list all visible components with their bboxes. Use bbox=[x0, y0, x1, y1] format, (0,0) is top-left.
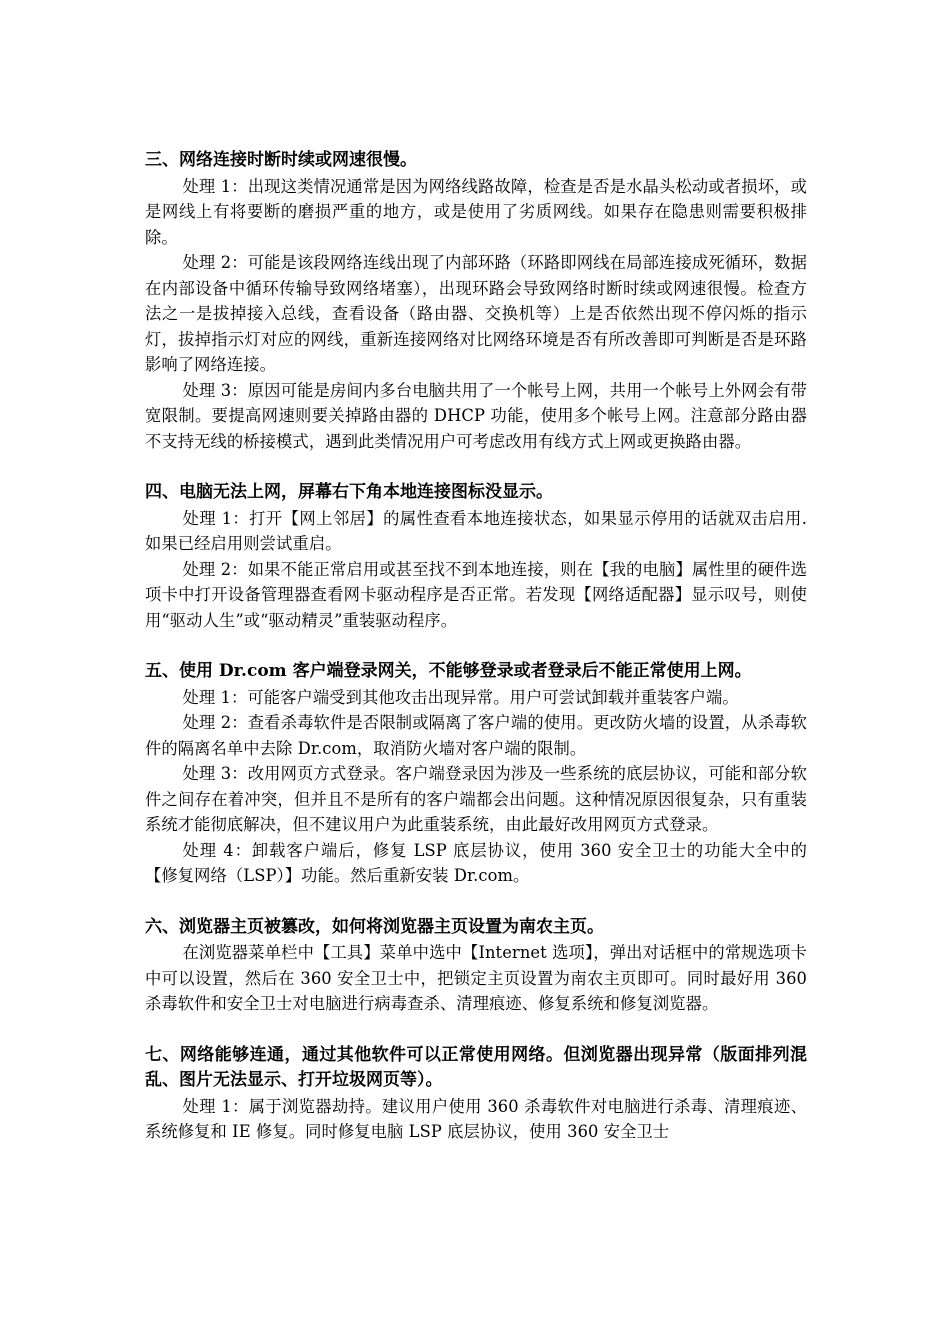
section-heading: 四、电脑无法上网，屏幕右下角本地连接图标没显示。 bbox=[145, 482, 553, 502]
section-heading: 七、网络能够连通，通过其他软件可以正常使用网络。但浏览器出现异常（版面排列混乱、图片无法显示、打开垃圾网页等）。 bbox=[145, 1044, 807, 1090]
section-4 bbox=[145, 480, 807, 633]
section-3 bbox=[145, 148, 807, 454]
paragraph: 处理 1：打开【网上邻居】的属性查看本地连接状态，如果显示停用的话就双击启用.如果已经启用则尝试重启。 bbox=[145, 508, 807, 553]
paragraph: 处理 1：属于浏览器劫持。建议用户使用 360 杀毒软件对电脑进行杀毒、清理痕迹、系统修复和 IE 修复。同时修复电脑 LSP 底层协议，使用 360 安全卫士 bbox=[145, 1096, 807, 1141]
paragraph: 处理 1：出现这类情况通常是因为网络线路故障，检查是否是水晶头松动或者损坏，或是网线上有将要断的磨损严重的地方，或是使用了劣质网线。如果存在隐患则需要积极排除。 bbox=[145, 176, 807, 247]
paragraph: 处理 3：原因可能是房间内多台电脑共用了一个帐号上网，共用一个帐号上外网会有带宽限制。要提高网速则要关掉路由器的 DHCP 功能，使用多个帐号上网。注意部分路由器不支持无线的桥接模式，遇到此类情况用户可考虑改用有线方式上网或更换路由器。 bbox=[145, 380, 807, 451]
section-heading: 三、网络连接时断时续或网速很慢。 bbox=[145, 150, 417, 170]
section-5 bbox=[145, 659, 807, 889]
section-7 bbox=[145, 1043, 807, 1145]
paragraph: 处理 1：可能客户端受到其他攻击出现异常。用户可尝试卸载并重装客户端。 bbox=[182, 687, 739, 707]
section-heading: 五、使用 Dr.com 客户端登录网关，不能够登录或者登录后不能正常使用上网。 bbox=[145, 661, 752, 681]
section-6 bbox=[145, 915, 807, 1017]
paragraph: 处理 2：如果不能正常启用或甚至找不到本地连接，则在【我的电脑】属性里的硬件选项卡中打开设备管理器查看网卡驱动程序是否正常。若发现【网络适配器】显示叹号，则使用“驱动人生”或“驱动精灵”重装驱动程序。 bbox=[145, 559, 807, 630]
section-heading: 六、浏览器主页被篡改，如何将浏览器主页设置为南农主页。 bbox=[145, 916, 604, 937]
paragraph: 处理 4：卸载客户端后，修复 LSP 底层协议，使用 360 安全卫士的功能大全中的【修复网络（LSP）】功能。然后重新安装 Dr.com。 bbox=[145, 840, 807, 885]
document-page bbox=[145, 148, 807, 1171]
paragraph: 在浏览器菜单栏中【工具】菜单中选中【Internet 选项】，弹出对话框中的常规选项卡中可以设置，然后在 360 安全卫士中，把锁定主页设置为南农主页即可。同时最好用 360 杀毒软件和安全卫士对电脑进行病毒查杀、清理痕迹、修复系统和修复浏览器。 bbox=[145, 943, 807, 1013]
paragraph: 处理 2：可能是该段网络连线出现了内部环路（环路即网线在局部连接成死循环，数据在内部设备中循环传输导致网络堵塞），出现环路会导致网络时断时续或网速很慢。检查方法之一是拔掉接入总线，查看设备（路由器、交换机等）上是否依然出现不停闪烁的指示灯，拔掉指示灯对应的网线，重新连接网络对比网络环境是否有所改善即可判断是否是环路影响了网络连接。 bbox=[145, 253, 807, 374]
paragraph: 处理 2：查看杀毒软件是否限制或隔离了客户端的使用。更改防火墙的设置，从杀毒软件的隔离名单中去除 Dr.com，取消防火墙对客户端的限制。 bbox=[145, 713, 807, 758]
paragraph: 处理 3：改用网页方式登录。客户端登录因为涉及一些系统的底层协议，可能和部分软件之间存在着冲突，但并且不是所有的客户端都会出问题。这种情况原因很复杂，只有重装系统才能彻底解决，但不建议用户为此重装系统，由此最好改用网页方式登录。 bbox=[145, 764, 807, 834]
